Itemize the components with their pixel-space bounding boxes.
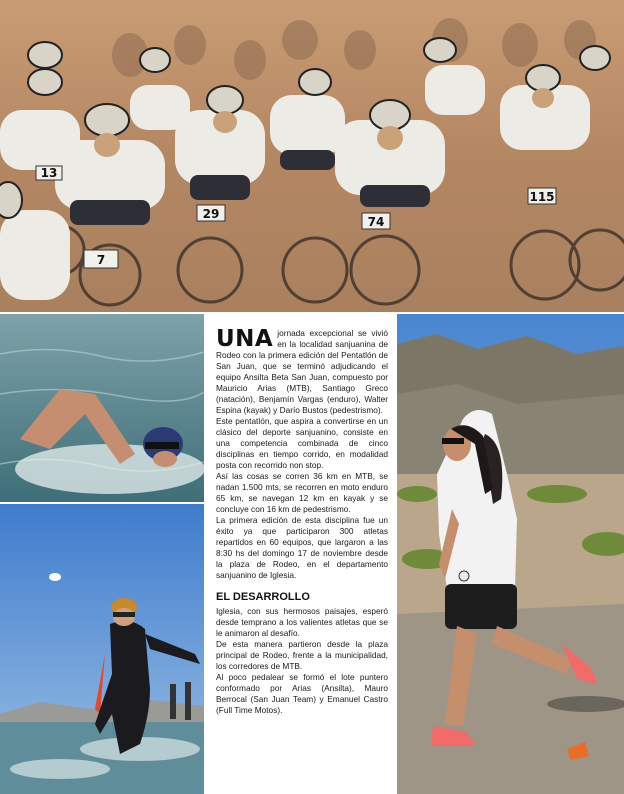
article-intro-paragraph <box>216 328 388 416</box>
article-paragraph: Al poco pedalear se formó el lote puntero conformado por Arias (Ansilta), Mauro Berrocal (San Juan Team) y Emanuel Castro (Full Time Motos). <box>216 672 388 715</box>
number-plate-29: 29 <box>202 207 220 221</box>
article-paragraph: Iglesia, con sus hermosos paisajes, esperó desde temprano a los valientes atletas que se le animaron al desafío. <box>216 606 388 638</box>
hero-photo-cyclists <box>0 0 624 312</box>
number-plate-74: 74 <box>367 215 385 229</box>
number-plate-115: 115 <box>529 190 555 204</box>
dropcap: UNA <box>216 326 274 352</box>
article-paragraph: Así las cosas se corren 36 km en MTB, se nadan 1.500 mts, se recorren en moto enduro 65 km, se navegan 12 km en kayak y se concluye con 16 km de pedestrismo. <box>216 471 388 514</box>
intro-text: jornada excepcional se vivió en la localidad sanjuanina de Rodeo con la primera edición del Pentatlón de San Juan, que se terminó adjudicando el equipo Ansilta Beta San Juan, compuesto por Mauricio Arias (MTB), Santiago Greco (natación), Benjamín Vargas (enduro), Walter Espina (kayak) y Darío Bustos (pedestrismo). <box>216 328 388 415</box>
number-plate-13: 13 <box>40 166 58 180</box>
runner-photo <box>397 314 624 794</box>
number-plate-7: 7 <box>96 253 106 267</box>
article-column <box>208 314 394 794</box>
article-paragraph: Este pentatlón, que aspira a convertirse en un clásico del deporte sanjuanino, consiste en una competencia combinada de cinco disciplinas en tiempo corrido, en modalidad posta con recorrido non stop. <box>216 416 388 470</box>
swimmer-photo <box>0 314 204 502</box>
section-heading: EL DESARROLLO <box>216 591 310 603</box>
article-paragraph: La primera edición de esta disciplina fue un éxito ya que participaron 300 atletas repartidos en 60 equipos, que largaron a las 8:30 hs del domingo 17 de noviembre desde la plaza de Rodeo, en el departamento sanjuanino de Iglesia. <box>216 515 388 580</box>
wetsuit-swimmer-photo <box>0 504 204 794</box>
article-paragraph: De esta manera partieron desde la plaza principal de Rodeo, frente a la municipalidad, los corredores de MTB. <box>216 639 388 671</box>
